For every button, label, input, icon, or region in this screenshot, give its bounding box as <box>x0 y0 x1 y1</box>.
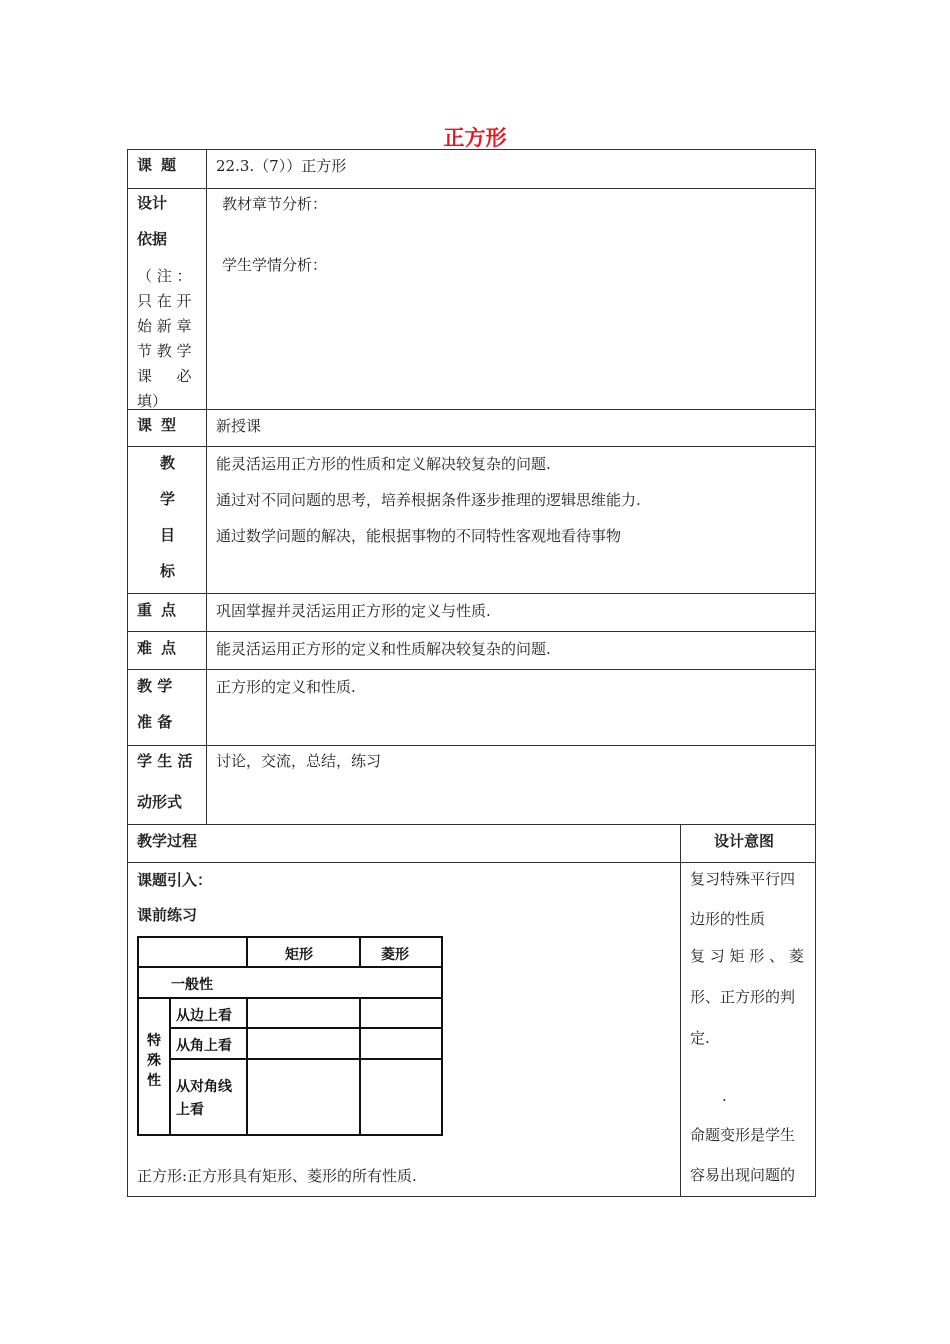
worksheet-col-rhombus: 菱形 <box>381 947 409 963</box>
topic-value: 22.3.（7））正方形 <box>216 157 347 175</box>
activity-label-b: 动形式 <box>137 793 183 811</box>
intent-line: . <box>722 1087 727 1105</box>
objective-item: 通过对不同问题的思考，培养根据条件逐步推理的逻辑思维能力. <box>216 491 641 509</box>
intent-line: 容易出现问题的 <box>690 1166 796 1184</box>
textbook-analysis: 教材章节分析： <box>222 195 328 213</box>
student-analysis: 学生学情分析： <box>222 256 328 274</box>
basis-note-line: 只 在 开 <box>137 292 192 310</box>
intro-heading: 课题引入： <box>137 871 213 889</box>
lesson-type-label-b: 型 <box>161 416 177 434</box>
topic-label-b: 题 <box>161 156 177 174</box>
intent-header: 设计意图 <box>714 832 775 850</box>
worksheet-special-char: 特 <box>147 1033 161 1049</box>
basis-note-line: （ 注 ： <box>137 267 192 285</box>
difficulty-value: 能灵活运用正方形的定义和性质解决较复杂的问题. <box>216 640 551 658</box>
objectives-label-char: 目 <box>160 526 176 544</box>
worksheet-row-angles: 从角上看 <box>176 1038 232 1054</box>
worksheet-row-general: 一般性 <box>171 977 213 993</box>
key-point-label-b: 点 <box>161 601 177 619</box>
basis-note-line: 课 必 <box>137 367 192 385</box>
lesson-type-value: 新授课 <box>216 417 262 435</box>
activity-value: 讨论，交流，总结，练习 <box>216 752 382 770</box>
worksheet-special-char: 殊 <box>147 1053 161 1069</box>
basis-note-line: 填） <box>137 392 168 410</box>
page-title: 正方形 <box>443 126 507 150</box>
activity-label-a: 学 生 活 <box>137 752 193 770</box>
basis-label-b: 依据 <box>137 230 168 248</box>
topic-label-a: 课 <box>137 156 153 174</box>
worksheet-row-sides: 从边上看 <box>176 1008 232 1024</box>
difficulty-label-a: 难 <box>137 639 153 657</box>
intent-line: 定. <box>690 1029 710 1047</box>
basis-note-line: 始 新 章 <box>137 317 192 335</box>
intent-line: 边形的性质 <box>690 910 766 928</box>
lesson-type-label-a: 课 <box>137 416 153 434</box>
intent-line: 形、正方形的判 <box>690 988 796 1006</box>
preparation-label-a: 教 学 <box>137 677 173 695</box>
objectives-label-char: 标 <box>160 562 176 580</box>
key-point-label-a: 重 <box>137 601 153 619</box>
key-point-value: 巩固掌握并灵活运用正方形的定义与性质. <box>216 602 491 620</box>
preparation-value: 正方形的定义和性质. <box>216 678 356 696</box>
practice-heading: 课前练习 <box>137 906 198 924</box>
worksheet-row-diag-a: 从对角线 <box>176 1079 232 1095</box>
worksheet-row-diag-b: 上看 <box>176 1102 204 1118</box>
difficulty-label-b: 点 <box>161 639 177 657</box>
objective-item: 能灵活运用正方形的性质和定义解决较复杂的问题. <box>216 455 551 473</box>
process-header: 教学过程 <box>137 832 198 850</box>
objectives-label-char: 教 <box>160 454 176 472</box>
preparation-label-b: 准 备 <box>137 713 173 731</box>
basis-label-a: 设计 <box>137 194 168 212</box>
basis-note-line: 节 教 学 <box>137 342 192 360</box>
objectives-label-char: 学 <box>160 490 176 508</box>
intent-line: 命题变形是学生 <box>690 1126 796 1144</box>
intent-line: 复习特殊平行四 <box>690 870 796 888</box>
worksheet-col-rect: 矩形 <box>285 947 313 963</box>
worksheet-special-char: 性 <box>147 1073 161 1089</box>
intent-line: 复 习 矩 形 、 菱 <box>690 947 804 965</box>
objective-item: 通过数学问题的解决，能根据事物的不同特性客观地看待事物 <box>216 527 622 545</box>
square-conclusion: 正方形:正方形具有矩形、菱形的所有性质. <box>137 1167 417 1185</box>
